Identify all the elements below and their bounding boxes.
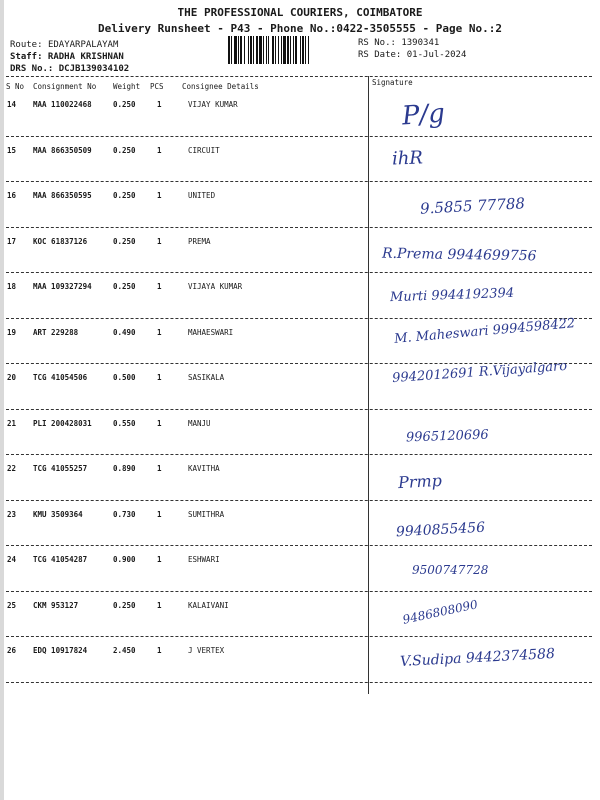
rs-no: RS No.: 1390341 — [358, 38, 440, 48]
signature-column-divider — [368, 76, 369, 694]
barcode-bar — [248, 36, 249, 64]
barcode-bar — [278, 36, 279, 64]
staff-line: Staff: RADHA KRISHNAN — [10, 52, 124, 62]
row-divider — [6, 409, 592, 410]
row-consignment: MAA 109327294 — [33, 282, 92, 291]
barcode-bar — [295, 36, 297, 64]
row-weight: 0.900 — [113, 555, 136, 564]
row-weight: 0.500 — [113, 373, 136, 382]
row-sno: 21 — [7, 418, 17, 428]
row-weight: 0.250 — [113, 282, 136, 291]
row-pcs: 1 — [157, 555, 162, 564]
barcode-bar — [283, 36, 286, 64]
barcode-bar — [300, 36, 301, 64]
row-sno: 26 — [7, 646, 17, 655]
rs-date: RS Date: 01-Jul-2024 — [358, 50, 467, 60]
row-sno: 18 — [7, 282, 17, 291]
signature-handwriting: 9500747728 — [412, 563, 489, 577]
row-sno: 16 — [7, 191, 17, 200]
row-divider — [6, 318, 592, 319]
row-consignee: KAVITHA — [188, 464, 220, 473]
row-divider — [6, 454, 592, 455]
signature-handwriting: 9.5855 77788 — [419, 194, 526, 218]
row-sno: 15 — [7, 145, 17, 155]
barcode-bar — [305, 36, 306, 64]
route-line — [10, 40, 118, 50]
row-pcs: 1 — [157, 100, 162, 109]
row-divider — [6, 272, 592, 273]
barcode — [228, 36, 352, 64]
signature-handwriting: 9486808090 — [401, 596, 479, 627]
row-pcs: 1 — [157, 418, 162, 428]
row-sno: 14 — [7, 100, 17, 109]
row-consignee: CIRCUIT — [188, 145, 220, 155]
row-divider — [6, 181, 592, 182]
barcode-bar — [240, 36, 242, 64]
barcode-bar — [259, 36, 262, 64]
barcode-bar — [308, 36, 309, 64]
row-consignment: ART 229288 — [33, 327, 79, 337]
row-weight: 0.250 — [113, 600, 136, 610]
row-consignee: MANJU — [188, 418, 211, 428]
row-pcs: 1 — [157, 191, 162, 200]
signature-handwriting: Murti 9944192394 — [389, 285, 515, 306]
row-consignee: MAHAESWARI — [188, 327, 234, 337]
row-pcs: 1 — [157, 282, 162, 291]
row-consignment: KMU 3509364 — [33, 509, 83, 519]
barcode-bar — [228, 36, 230, 64]
row-consignment: KOC 61837126 — [33, 236, 88, 246]
row-weight: 0.250 — [113, 145, 136, 155]
barcode-bar — [293, 36, 294, 64]
barcode-bar — [256, 36, 258, 64]
row-weight: 0.890 — [113, 464, 136, 473]
signature-handwriting: 9942012691 R.Vijayalgaro — [391, 358, 568, 387]
signature-handwriting: R.Prema 9944699756 — [381, 245, 537, 264]
row-consignee: PREMA — [188, 236, 211, 246]
row-divider — [6, 591, 592, 592]
row-divider — [6, 500, 592, 501]
row-consignment: CKM 953127 — [33, 600, 79, 610]
row-pcs: 1 — [157, 464, 162, 473]
runsheet-title: Delivery Runsheet - P43 - Phone No.:0422-3505555 - Page No.:2 — [98, 22, 502, 35]
col-consignment: Consignment No — [33, 82, 97, 91]
row-divider — [6, 682, 592, 683]
barcode-bar — [302, 36, 304, 64]
row-consignment: MAA 866350509 — [33, 145, 92, 155]
row-weight: 0.250 — [113, 100, 136, 109]
row-weight: 0.250 — [113, 236, 136, 246]
row-pcs: 1 — [157, 236, 162, 246]
row-pcs: 1 — [157, 327, 162, 337]
col-pcs: PCS — [150, 82, 164, 91]
row-sno: 17 — [7, 236, 17, 246]
row-consignee: J VERTEX — [188, 646, 225, 655]
row-divider — [6, 636, 592, 637]
signature-handwriting: ihR — [391, 146, 424, 170]
signature-handwriting: M. Maheswari 9994598422 — [393, 315, 576, 347]
row-pcs: 1 — [157, 600, 162, 610]
row-consignee: VIJAYA KUMAR — [188, 282, 243, 291]
route-value: EDAYARPALAYAM — [47, 40, 119, 50]
row-sno: 25 — [7, 600, 17, 610]
barcode-bar — [281, 36, 282, 64]
row-consignment: TCG 41054287 — [33, 555, 88, 564]
row-weight: 0.250 — [113, 191, 136, 200]
row-consignee: UNITED — [188, 191, 216, 200]
row-weight: 0.730 — [113, 509, 136, 519]
route-label: Route: — [10, 40, 43, 50]
barcode-bar — [268, 36, 269, 64]
row-consignee: KALAIVANI — [188, 600, 229, 610]
barcode-bar — [287, 36, 289, 64]
header-top-rule — [6, 76, 592, 77]
row-weight: 0.550 — [113, 418, 136, 428]
signature-handwriting: P/g — [401, 98, 446, 132]
barcode-bar — [290, 36, 291, 64]
row-sno: 19 — [7, 327, 17, 337]
row-sno: 20 — [7, 373, 17, 382]
row-consignee: ESHWARI — [188, 555, 220, 564]
row-consignment: EDQ 10917824 — [33, 646, 88, 655]
barcode-bar — [253, 36, 254, 64]
row-consignment: TCG 41055257 — [33, 464, 88, 473]
row-consignee: VIJAY KUMAR — [188, 100, 238, 109]
barcode-bar — [266, 36, 267, 64]
barcode-bar — [231, 36, 232, 64]
row-weight: 0.490 — [113, 327, 136, 337]
scan-edge — [0, 0, 4, 800]
barcode-bar — [234, 36, 237, 64]
company-title: THE PROFESSIONAL COURIERS, COIMBATORE — [177, 6, 423, 19]
row-sno: 24 — [7, 555, 17, 564]
signature-handwriting: V.Sudipa 9442374588 — [399, 645, 556, 671]
col-sno: S No — [6, 82, 25, 91]
barcode-bar — [275, 36, 276, 64]
row-sno: 22 — [7, 464, 17, 473]
signature-handwriting: 9940855456 — [395, 519, 486, 540]
row-consignee: SUMITHRA — [188, 509, 225, 519]
row-weight: 2.450 — [113, 646, 136, 655]
row-pcs: 1 — [157, 145, 162, 155]
row-consignment: MAA 866350595 — [33, 191, 92, 200]
row-divider — [6, 545, 592, 546]
signature-handwriting: 9965120696 — [405, 427, 489, 445]
row-pcs: 1 — [157, 646, 162, 655]
row-consignment: TCG 41054506 — [33, 373, 88, 382]
col-consignee: Consignee Details — [182, 82, 259, 91]
row-consignment: MAA 110022468 — [33, 100, 92, 109]
row-divider — [6, 227, 592, 228]
row-pcs: 1 — [157, 509, 162, 519]
row-divider — [6, 136, 592, 137]
col-weight: Weight — [113, 82, 141, 91]
barcode-bar — [263, 36, 264, 64]
col-signature: Signature — [372, 78, 413, 87]
row-pcs: 1 — [157, 373, 162, 382]
drs-line: DRS No.: DCJB139034102 — [10, 64, 130, 74]
barcode-bar — [238, 36, 239, 64]
row-consignment: PLI 200428031 — [33, 418, 92, 428]
signature-handwriting: Prmp — [397, 470, 443, 493]
barcode-bar — [250, 36, 252, 64]
row-sno: 23 — [7, 509, 17, 519]
barcode-bar — [272, 36, 274, 64]
barcode-bar — [244, 36, 245, 64]
row-consignee: SASIKALA — [188, 373, 225, 382]
